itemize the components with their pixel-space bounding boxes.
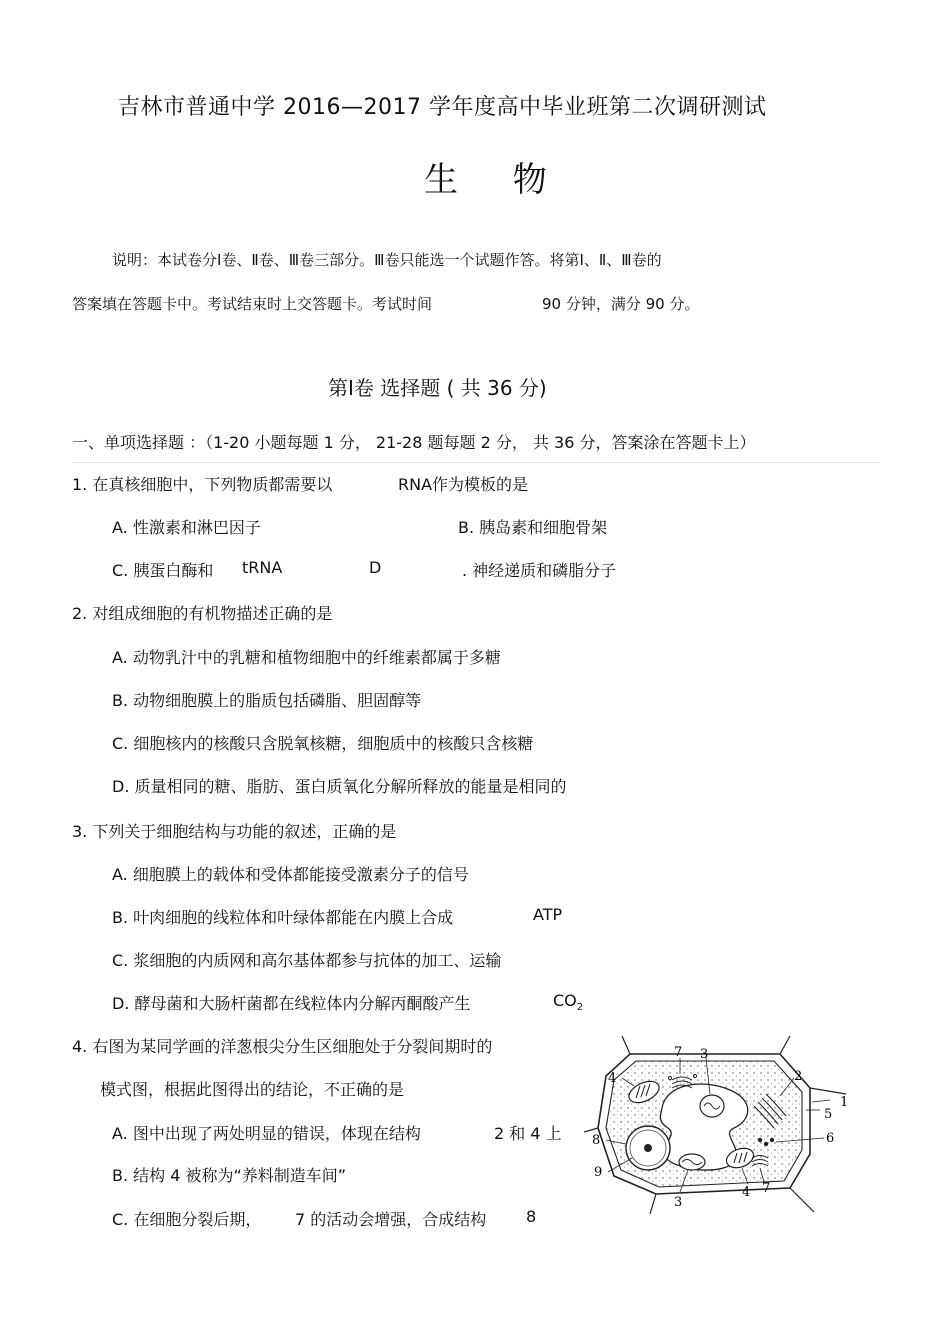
- question-4-option-c: C. 在细胞分裂后期，: [112, 1210, 262, 1229]
- question-1-option-d: . 神经递质和磷脂分子: [462, 561, 617, 580]
- question-3-option-c: C. 浆细胞的内质网和高尔基体都参与抗体的加工、运输: [112, 951, 502, 970]
- instructions-line-2a: 答案填在答题卡中。考试结束时上交答题卡。考试时间: [72, 295, 433, 313]
- nucleolus: [644, 1144, 652, 1152]
- question-4-option-b: B. 结构 4 被称为“养料制造车间”: [112, 1166, 347, 1185]
- question-2-option-b: B. 动物细胞膜上的脂质包括磷脂、胆固醇等: [112, 691, 422, 710]
- divider: [72, 462, 880, 463]
- question-1-option-b: B. 胰岛素和细胞骨架: [458, 518, 608, 537]
- label-7-top: 7: [674, 1045, 683, 1060]
- label-4-bottom: 4: [742, 1185, 751, 1200]
- label-6: 6: [826, 1131, 835, 1146]
- label-4-top: 4: [608, 1071, 617, 1086]
- label-7-bottom: 7: [762, 1181, 771, 1196]
- question-1-option-c: C. 胰蛋白酶和: [112, 561, 214, 580]
- question-2-option-a: A. 动物乳汁中的乳糖和植物细胞中的纤维素都属于多糖: [112, 648, 501, 667]
- question-3-option-b-term: ATP: [533, 905, 563, 924]
- co2-text: CO: [553, 991, 577, 1010]
- instructions-line-1: 说明：本试卷分Ⅰ卷、Ⅱ卷、Ⅲ卷三部分。Ⅲ卷只能选一个试题作答。将第Ⅰ、Ⅱ、Ⅲ卷的: [112, 251, 662, 269]
- label-2: 2: [794, 1069, 803, 1084]
- question-4-option-a-tail: 2 和 4 上: [494, 1124, 562, 1143]
- exam-title: 吉林市普通中学 2016—2017 学年度高中毕业班第二次调研测试: [118, 95, 767, 120]
- label-5: 5: [824, 1107, 833, 1122]
- question-3-option-a: A. 细胞膜上的载体和受体都能接受激素分子的信号: [112, 865, 469, 884]
- label-9: 9: [594, 1165, 603, 1180]
- question-3-option-d: D. 酵母菌和大肠杆菌都在线粒体内分解丙酮酸产生: [112, 994, 471, 1013]
- question-1-option-d-letter: D: [369, 558, 382, 577]
- question-4-option-c-tail: 8: [526, 1207, 537, 1226]
- question-3-stem: 3. 下列关于细胞结构与功能的叙述，正确的是: [72, 822, 397, 841]
- section-heading: 第Ⅰ卷 选择题 ( 共 36 分): [328, 376, 547, 400]
- question-3-option-b: B. 叶肉细胞的线粒体和叶绿体都能在内膜上合成: [112, 908, 454, 927]
- label-1: 1: [840, 1095, 849, 1110]
- instructions-line-2b: 90 分钟，满分 90 分。: [542, 295, 700, 313]
- cell-diagram: [584, 1036, 856, 1214]
- question-1-option-c-term: tRNA: [242, 558, 283, 577]
- label-8: 8: [592, 1133, 601, 1148]
- question-1-stem-tail: RNA作为模板的是: [398, 475, 529, 494]
- question-4-option-a: A. 图中出现了两处明显的错误，体现在结构: [112, 1124, 421, 1143]
- question-3-option-d-term: [553, 991, 583, 1013]
- co2-subscript: 2: [576, 1002, 584, 1014]
- subject-title: 生 物: [424, 160, 569, 200]
- question-4-option-c-mid: 7 的活动会增强，合成结构: [295, 1210, 487, 1229]
- label-3-top: 3: [700, 1047, 709, 1062]
- question-2-stem: 2. 对组成细胞的有机物描述正确的是: [72, 604, 333, 623]
- label-3-bottom: 3: [674, 1195, 683, 1210]
- question-4-stem: 4. 右图为某同学画的洋葱根尖分生区细胞处于分裂间期时的: [72, 1037, 493, 1056]
- question-2-option-c: C. 细胞核内的核酸只含脱氧核糖，细胞质中的核酸只含核糖: [112, 734, 534, 753]
- question-4-stem-2: 模式图，根据此图得出的结论，不正确的是: [100, 1080, 405, 1099]
- section-subheading: 一、单项选择题 ：（1-20 小题每题 1 分， 21-28 题每题 2 分， 共 36 分，答案涂在答题卡上）: [72, 433, 756, 452]
- question-1-option-a: A. 性激素和淋巴因子: [112, 518, 261, 537]
- question-2-option-d: D. 质量相同的糖、脂肪、蛋白质氧化分解所释放的能量是相同的: [112, 777, 567, 796]
- question-1-stem: 1. 在真核细胞中，下列物质都需要以: [72, 475, 333, 494]
